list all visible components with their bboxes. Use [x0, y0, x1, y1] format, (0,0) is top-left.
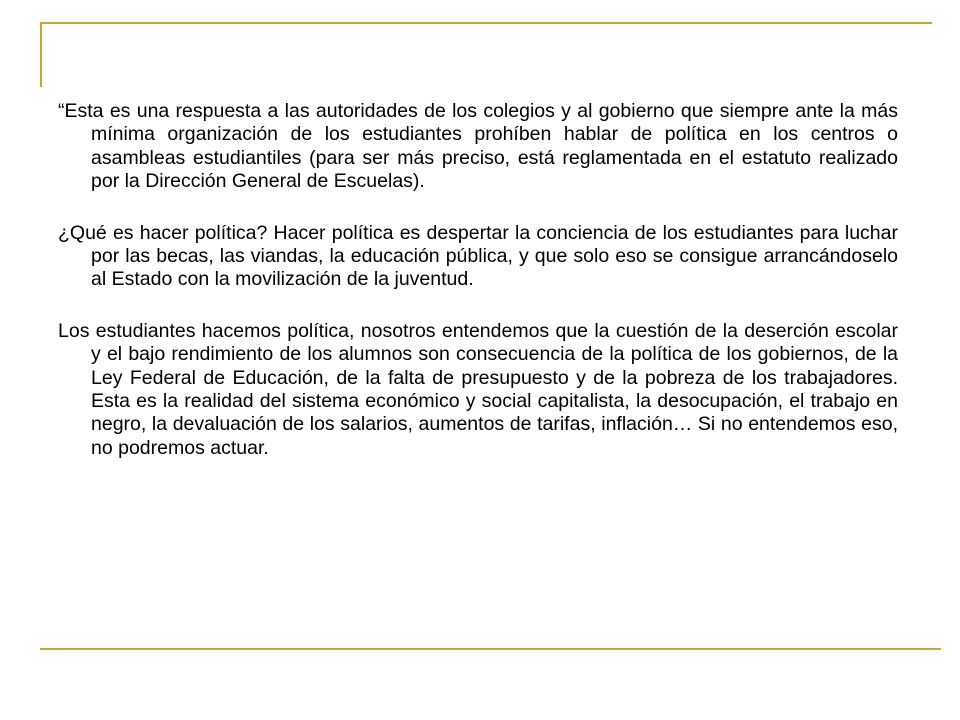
- slide-body: [58, 100, 898, 488]
- top-border-line: [40, 22, 932, 24]
- paragraph-2: ¿Qué es hacer política? Hacer política es despertar la conciencia de los estudiantes para luchar por las becas, las viandas, la educación pública, y que solo eso se consigue arrancándoselo al Estado con la movilización de la juventud.: [58, 221, 898, 291]
- paragraph-3: Los estudiantes hacemos política, nosotros entendemos que la cuestión de la deserción escolar y el bajo rendimiento de los alumnos son consecuencia de la política de los gobiernos, de la Ley Federal de Educación, de la falta de presupuesto y de la pobreza de los trabajadores. Esta es la realidad del sistema económico y social capitalista, la desocupación, el trabajo en negro, la devaluación de los salarios, aumentos de tarifas, inflación… Si no entendemos eso, no podremos actuar.: [58, 319, 898, 459]
- left-border-line: [40, 22, 42, 87]
- paragraph-1: “Esta es una respuesta a las autoridades de los colegios y al gobierno que siempre ante la más mínima organización de los estudiantes prohíben hablar de política en los centros o asambleas estudiantiles (para ser más preciso, está reglamentada en el estatuto realizado por la Dirección General de Escuelas).: [58, 100, 898, 193]
- bottom-border-line: [40, 648, 941, 650]
